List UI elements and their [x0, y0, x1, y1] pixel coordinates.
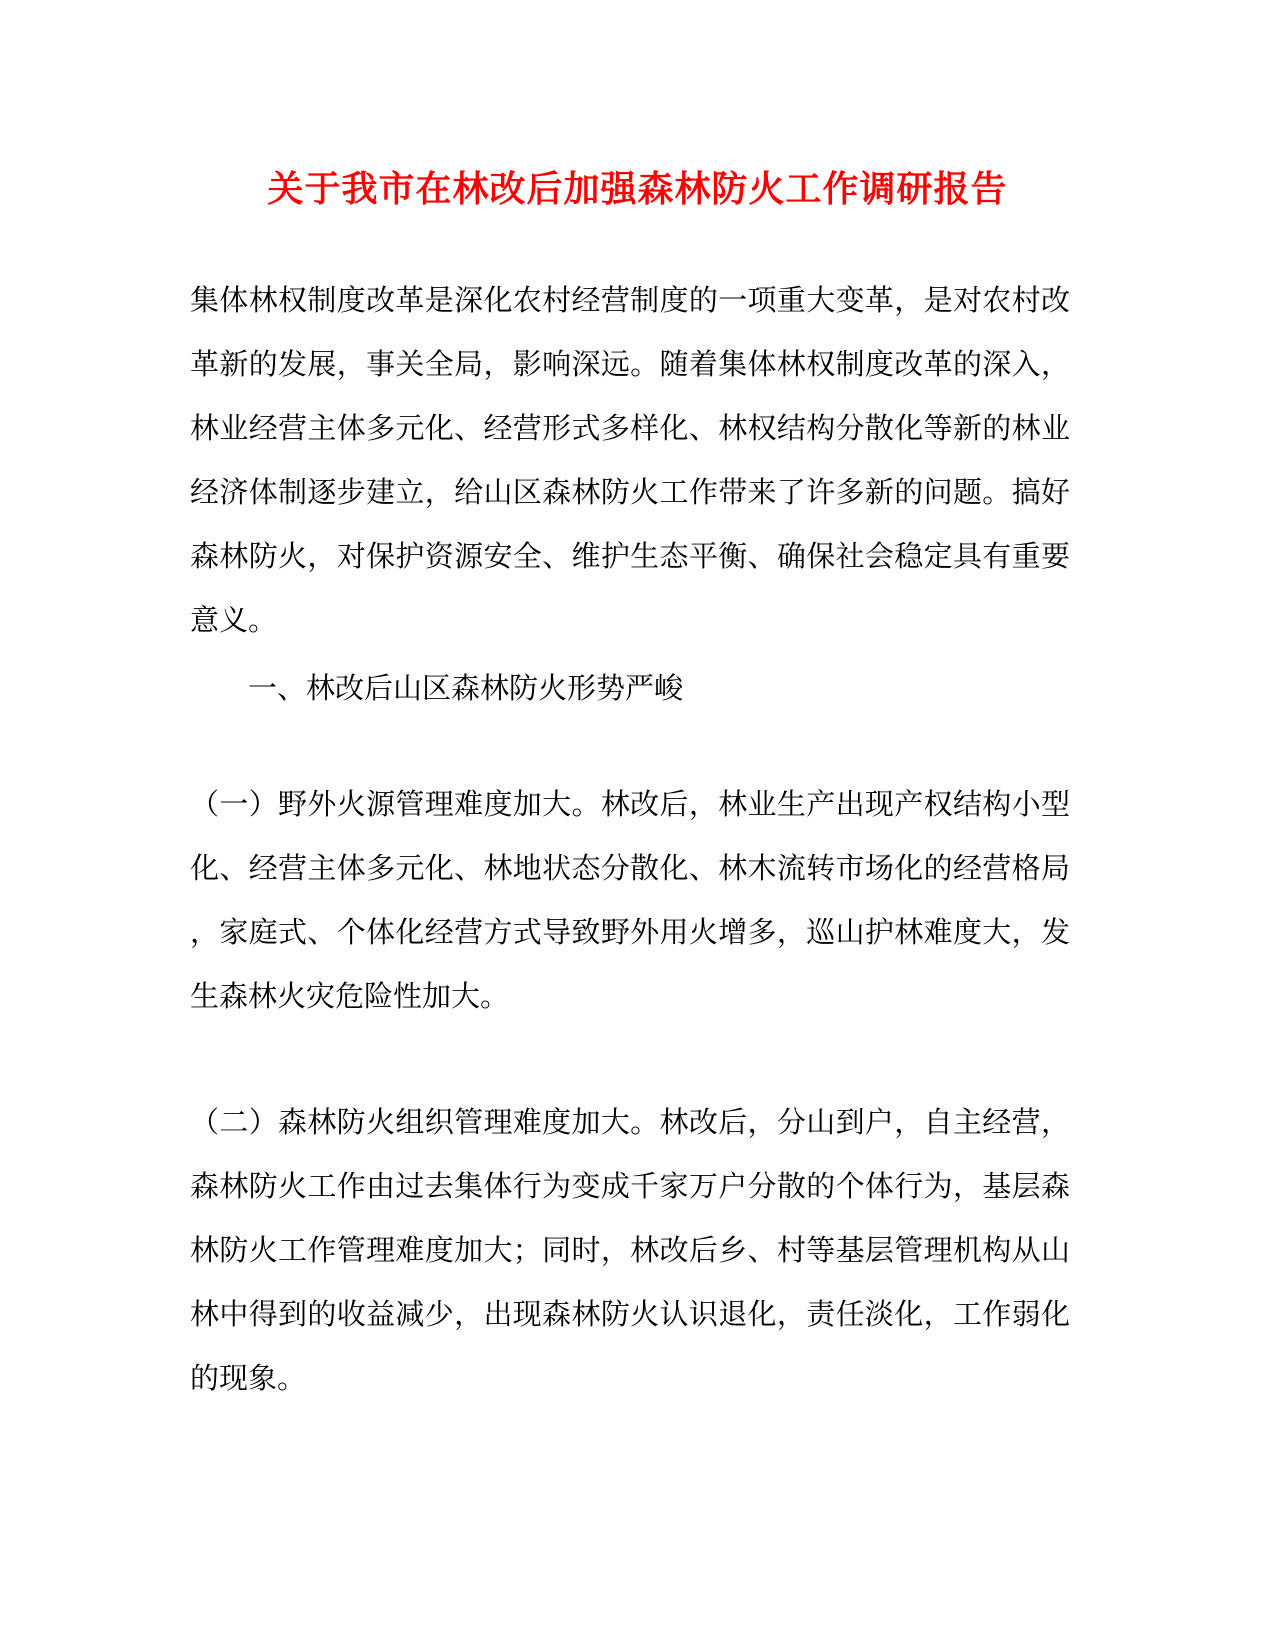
paragraph-line: 林中得到的收益减少，出现森林防火认识退化，责任淡化，工作弱化 — [190, 1297, 1070, 1331]
paragraph-line: 森林防火工作由过去集体行为变成千家万户分散的个体行为，基层森 — [190, 1169, 1070, 1203]
paragraph-line: 经济体制逐步建立，给山区森林防火工作带来了许多新的问题。搞好 — [190, 475, 1070, 509]
paragraph-line: 化、经营主体多元化、林地状态分散化、林木流转市场化的经营格局 — [190, 851, 1070, 885]
section-heading-text: 一、林改后山区森林防火形势严峻 — [248, 671, 684, 705]
paragraph-line: 生森林火灾危险性加大。 — [190, 979, 510, 1013]
section-heading — [190, 656, 1070, 720]
point-two-paragraph — [190, 1090, 1070, 1410]
paragraph-line: （二）森林防火组织管理难度加大。林改后，分山到户，自主经营， — [190, 1105, 1070, 1139]
paragraph-line: 的现象。 — [190, 1361, 307, 1395]
paragraph-line: 林业经营主体多元化、经营形式多样化、林权结构分散化等新的林业 — [190, 411, 1070, 445]
paragraph-line: 意义。 — [190, 603, 278, 637]
document-title: 关于我市在林改后加强森林防火工作调研报告 — [267, 168, 1008, 210]
paragraph-line: 森林防火，对保护资源安全、维护生态平衡、确保社会稳定具有重要 — [190, 539, 1070, 573]
paragraph-line: 林防火工作管理难度加大；同时，林改后乡、村等基层管理机构从山 — [190, 1233, 1070, 1267]
paragraph-line: （一）野外火源管理难度加大。林改后，林业生产出现产权结构小型 — [190, 787, 1070, 821]
intro-paragraph — [190, 268, 1070, 652]
paragraph-line: 集体林权制度改革是深化农村经营制度的一项重大变革，是对农村改 — [190, 283, 1070, 317]
paragraph-line: ，家庭式、个体化经营方式导致野外用火增多，巡山护林难度大，发 — [190, 915, 1070, 949]
paragraph-line: 革新的发展，事关全局，影响深远。随着集体林权制度改革的深入， — [190, 347, 1070, 381]
point-one-paragraph — [190, 772, 1070, 1028]
